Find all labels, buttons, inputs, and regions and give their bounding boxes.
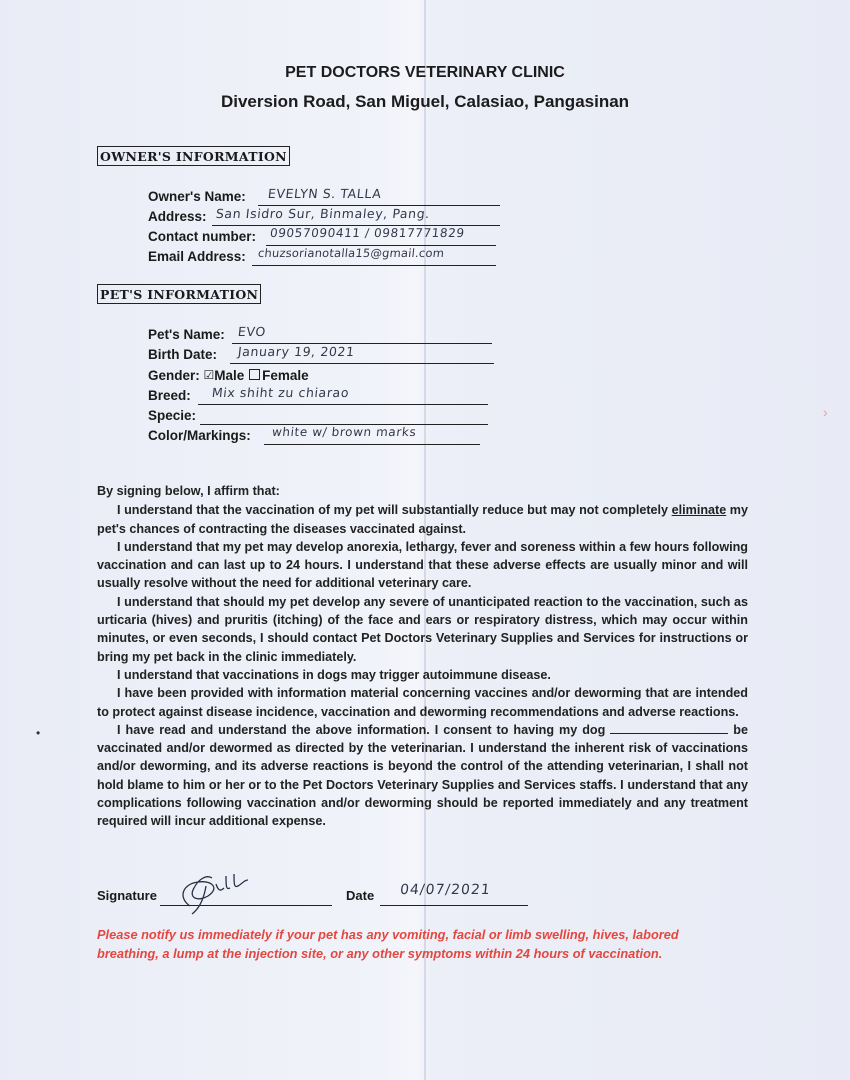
gender-female-checkbox[interactable] [249, 369, 260, 380]
pet-name-label: Pet's Name: [148, 327, 225, 342]
color-label: Color/Markings: [148, 428, 251, 443]
owner-section-title: OWNER'S INFORMATION [97, 146, 290, 166]
birth-date-value: January 19, 2021 [237, 344, 356, 359]
dog-name-blank[interactable] [610, 721, 728, 734]
signature-label: Signature [97, 888, 157, 903]
affirmation-p2: I understand that my pet may develop anorexia, lethargy, fever and soreness within a few hours following vaccination and can last up to 24 hours. I understand that these adverse effects are usually minor and will usually resolve without the need for additional veterinary care. [97, 539, 748, 591]
specie-label: Specie: [148, 408, 197, 423]
p1-text-b: my pet's chances of contracting the diseases vaccinated against. [97, 503, 749, 536]
breed-label: Breed: [148, 388, 191, 403]
gender-female-label: Female [262, 368, 309, 383]
address-value: San Isidro Sur, Binmaley, Pang. [215, 206, 431, 221]
email-value: chuzsorianotalla15@gmail.com [257, 246, 445, 260]
p6-text-b: be vaccinated and/or dewormed as directed by the veterinarian. I understand the inherent risk of vaccinations and/or deworming, and its adverse reactions is beyond the control of the attending veterinarian, I shall not hold blame to him or her or to the Pet Doctors Veterinary Supplies and Services staffs. I understand that any complications following vaccination and/or deworming should be reported immediately and any treatment required will incur additional expense. [97, 722, 748, 829]
signature-scribble [168, 868, 252, 918]
pet-name-line [232, 326, 492, 344]
affirmation-p4: I understand that vaccinations in dogs may trigger autoimmune disease. [117, 667, 551, 682]
specie-line [200, 407, 488, 425]
scan-speck: • [36, 726, 41, 740]
owner-name-value: EVELYN S. TALLA [267, 186, 383, 201]
affirmation-p1 [97, 501, 748, 538]
pet-name-value: EVO [237, 324, 267, 339]
p1-text-a: I understand that the vaccination of my pet will substantially reduce but may not completely [117, 503, 672, 518]
breed-value: Mix shiht zu chiarao [211, 385, 350, 400]
gender-male-label: Male [214, 368, 245, 383]
p1-underlined: eliminate [671, 503, 727, 518]
contact-value: 09057090411 / 09817771829 [269, 226, 466, 240]
clinic-address: Diversion Road, San Miguel, Calasiao, Pangasinan [220, 92, 630, 111]
email-label: Email Address: [148, 249, 246, 264]
date-label: Date [346, 888, 375, 903]
gender-row [148, 368, 309, 383]
affirmation-block [97, 482, 748, 831]
affirmation-p6 [97, 721, 748, 831]
color-value: white w/ brown marks [271, 425, 418, 439]
date-value: 04/07/2021 [399, 882, 492, 898]
scan-mark: › [823, 404, 828, 420]
owner-name-label: Owner's Name: [148, 189, 246, 204]
gender-male-checkbox[interactable]: ☑ [203, 368, 215, 382]
contact-label: Contact number: [148, 229, 256, 244]
birth-date-label: Birth Date: [148, 347, 218, 362]
affirmation-intro: By signing below, I affirm that: [97, 484, 280, 498]
affirmation-p3: I understand that should my pet develop any severe of unanticipated reaction to the vaccination, such as urticaria (hives) and pruritis (itching) of the face and ears or respiratory distress, which may occur within minutes, or even seconds, I should contact Pet Doctors Veterinary Supplies and Services for instructions or bring my pet back in the clinic immediately. [97, 594, 748, 664]
gender-label: Gender: [148, 368, 200, 383]
clinic-name: PET DOCTORS VETERINARY CLINIC [285, 64, 565, 81]
address-label: Address: [148, 209, 207, 224]
affirmation-p5: I have been provided with information material concerning vaccines and/or deworming that are intended to protect against disease incidence, vaccination and deworming recommendations and adverse reactions. [97, 686, 748, 719]
post-vaccination-notice: Please notify us immediately if your pet has any vomiting, facial or limb swelling, hives, labored breathing, a lump at the injection site, or any other symptoms within 24 hours of vaccination. [97, 927, 679, 961]
pet-section-title: PET'S INFORMATION [97, 284, 261, 304]
p6-text-a: I have read and understand the above information. I consent to having my dog [117, 722, 611, 737]
